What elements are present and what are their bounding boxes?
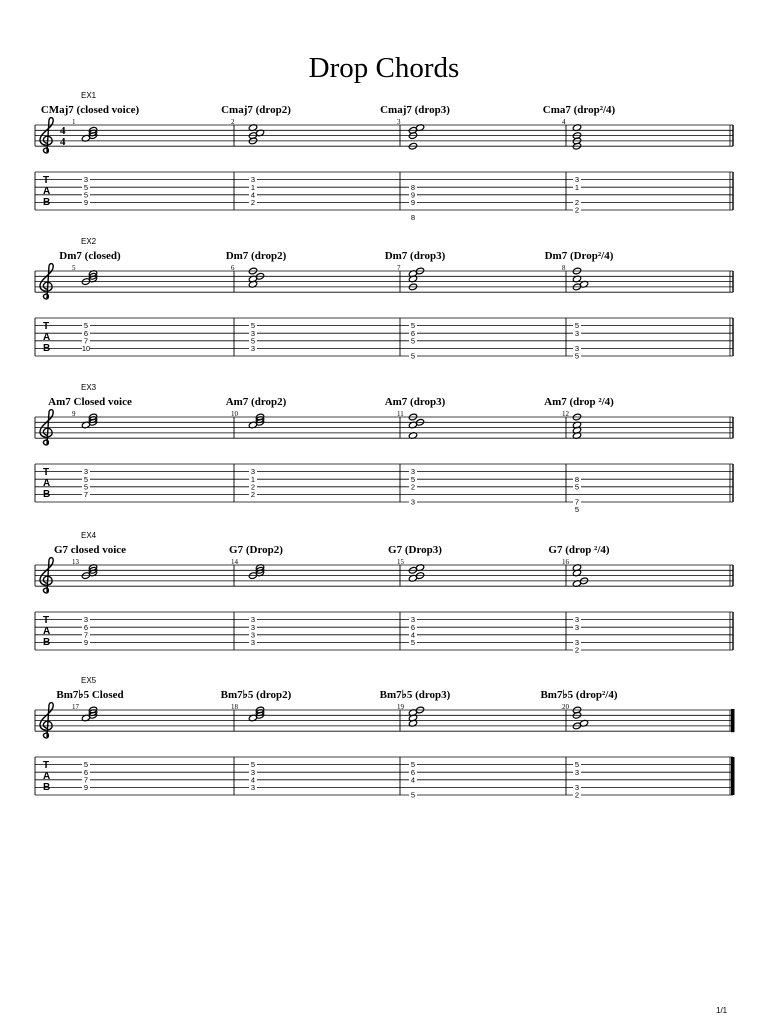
chord-label: CMaj7 (closed voice) — [40, 104, 140, 116]
measure-number: 12 — [562, 410, 569, 418]
measure-number: 2 — [231, 118, 235, 126]
tab-fret-number: 2 — [574, 205, 580, 215]
chord-label: Dm7 (Drop²/4) — [544, 250, 614, 262]
measure-4 — [543, 104, 616, 215]
system-1 — [35, 91, 733, 222]
chord-label: Am7 (drop ²/4) — [544, 396, 614, 408]
tab-fret-number: 5 — [410, 336, 416, 346]
tab-fret-number: 5 — [410, 351, 416, 361]
tab-clef-letter: B — [43, 197, 51, 208]
time-signature-bottom: 4 — [60, 136, 66, 148]
measure-number: 16 — [562, 558, 569, 566]
tab-fret-number: 2 — [250, 490, 256, 499]
measure-5 — [59, 250, 121, 353]
measure-19 — [380, 689, 451, 800]
tab-clef-letter: A — [43, 186, 51, 197]
measure-3 — [380, 104, 450, 222]
chord-label: G7 closed voice — [53, 544, 127, 556]
tab-fret-number: 3 — [250, 615, 256, 625]
chord-label: Dm7 (closed) — [59, 250, 121, 262]
tab-fret-number: 5 — [410, 474, 416, 484]
tab-fret-number: 1 — [574, 182, 580, 192]
tab-fret-number: 6 — [410, 328, 416, 338]
tab-fret-number: 3 — [574, 328, 580, 338]
measure-number: 6 — [231, 264, 235, 272]
tab-fret-number: 9 — [83, 783, 89, 792]
tab-fret-number: 2 — [574, 198, 580, 207]
example-label: EX1 — [81, 91, 97, 100]
tab-fret-number: 5 — [83, 760, 89, 770]
tab-fret-number: 3 — [574, 783, 580, 792]
example-label: EX5 — [81, 676, 97, 685]
measure-20 — [540, 689, 617, 800]
tab-fret-number: 3 — [574, 344, 580, 353]
measure-number: 18 — [231, 703, 238, 711]
chord-label: Dm7 (drop3) — [384, 250, 446, 262]
tab-fret-number: 5 — [574, 760, 580, 770]
measure-7 — [385, 250, 446, 361]
tab-fret-number: 5 — [83, 182, 89, 192]
tab-clef-letter: T — [43, 467, 50, 478]
tab-clef-letter: B — [43, 782, 51, 793]
measure-number: 8 — [562, 264, 566, 272]
measure-number: 9 — [72, 410, 76, 418]
tab-fret-number: 2 — [250, 482, 256, 492]
tab-clef-letter: A — [43, 626, 51, 637]
measure-12 — [544, 396, 614, 514]
tab-fret-number: 9 — [83, 638, 89, 647]
measure-number: 13 — [72, 558, 79, 566]
tab-fret-number: 5 — [574, 351, 580, 361]
tab-clef-letter: T — [43, 615, 50, 626]
measure-1 — [41, 104, 140, 207]
page-number: 1/1 — [716, 1006, 728, 1015]
tab-fret-number: 7 — [83, 336, 89, 346]
tab-clef-letter: B — [43, 637, 51, 648]
tab-fret-number: 3 — [574, 622, 580, 632]
time-signature-top: 4 — [60, 125, 66, 137]
tab-fret-number: 6 — [410, 622, 416, 632]
tab-clef-letter: T — [43, 760, 50, 771]
system-2 — [35, 237, 733, 361]
tab-fret-number: 3 — [250, 622, 256, 632]
tab-clef-letter: A — [43, 478, 51, 489]
measure-number: 3 — [397, 118, 401, 126]
tab-fret-number: 8 — [410, 213, 416, 223]
tab-fret-number: 3 — [83, 615, 89, 625]
tab-fret-number: 10 — [81, 344, 91, 353]
measure-18 — [221, 689, 292, 792]
measure-17 — [56, 689, 123, 792]
tab-fret-number: 4 — [250, 190, 256, 200]
system-3 — [35, 383, 733, 514]
chord-label: G7 (Drop2) — [229, 544, 283, 556]
example-label: EX4 — [81, 531, 97, 540]
measure-14 — [229, 544, 283, 647]
chord-label: Cma7 (drop²/4) — [542, 104, 616, 116]
tab-fret-number: 7 — [83, 630, 89, 640]
page-title: Drop Chords — [308, 52, 460, 84]
measure-11 — [385, 396, 446, 507]
tab-clef-letter: B — [43, 343, 51, 354]
final-tab-barline — [731, 757, 735, 795]
tab-clef-letter: B — [43, 489, 51, 500]
tab-fret-number: 6 — [410, 767, 416, 777]
tab-fret-number: 7 — [83, 775, 89, 785]
tab-fret-number: 3 — [410, 467, 416, 477]
chord-label: Bm7♭5 (drop²/4) — [540, 689, 618, 701]
tab-fret-number: 2 — [410, 482, 416, 492]
tab-fret-number: 8 — [410, 182, 416, 192]
measure-13 — [54, 544, 126, 647]
tab-fret-number: 3 — [574, 638, 580, 647]
tab-fret-number: 5 — [410, 638, 416, 647]
measure-15 — [388, 544, 442, 647]
tab-fret-number: 9 — [83, 198, 89, 207]
measure-16 — [548, 544, 609, 655]
system-4 — [35, 531, 733, 655]
chord-label: Bm7♭5 Closed — [56, 689, 124, 701]
measure-number: 15 — [397, 558, 404, 566]
measure-number: 11 — [397, 410, 404, 418]
measure-number: 10 — [231, 410, 238, 418]
tab-fret-number: 3 — [83, 175, 89, 185]
tab-clef-letter: A — [43, 332, 51, 343]
tab-fret-number: 5 — [83, 482, 89, 492]
system-5 — [35, 676, 735, 800]
tab-fret-number: 4 — [410, 775, 416, 785]
tab-fret-number: 5 — [250, 321, 256, 331]
chord-label: Am7 (drop3) — [384, 396, 446, 408]
tab-clef-letter: A — [43, 771, 51, 782]
tab-fret-number: 3 — [83, 467, 89, 477]
tab-fret-number: 9 — [410, 198, 416, 207]
measure-6 — [226, 250, 287, 353]
tab-fret-number: 9 — [410, 190, 416, 200]
chord-label: G7 (drop ²/4) — [548, 544, 610, 556]
tab-fret-number: 5 — [574, 321, 580, 331]
tab-fret-number: 5 — [410, 760, 416, 770]
tab-fret-number: 3 — [574, 767, 580, 777]
tab-fret-number: 7 — [574, 497, 580, 507]
tab-fret-number: 4 — [410, 630, 416, 640]
tab-fret-number: 3 — [250, 467, 256, 477]
tab-fret-number: 5 — [83, 474, 89, 484]
chord-label: Bm7♭5 (drop3) — [379, 689, 451, 701]
tab-fret-number: 6 — [83, 622, 89, 632]
tab-fret-number: 3 — [410, 497, 416, 507]
example-label: EX3 — [81, 383, 97, 392]
tab-fret-number: 5 — [250, 336, 256, 346]
tab-clef-letter: T — [43, 175, 50, 186]
tab-fret-number: 5 — [83, 190, 89, 200]
tab-fret-number: 2 — [250, 198, 256, 207]
tab-fret-number: 6 — [83, 328, 89, 338]
measure-number: 5 — [72, 264, 76, 272]
chord-label: Cmaj7 (drop2) — [221, 104, 291, 116]
chord-label: Cmaj7 (drop3) — [380, 104, 450, 116]
tab-fret-number: 4 — [250, 775, 256, 785]
final-barline — [731, 709, 735, 732]
chord-label: G7 (Drop3) — [388, 544, 442, 556]
tab-fret-number: 1 — [250, 182, 256, 192]
tab-fret-number: 3 — [250, 328, 256, 338]
tab-fret-number: 3 — [250, 638, 256, 647]
measure-10 — [226, 396, 287, 499]
tab-fret-number: 3 — [574, 615, 580, 625]
tab-fret-number: 3 — [250, 783, 256, 792]
measure-9 — [48, 396, 132, 499]
tab-fret-number: 2 — [574, 645, 580, 655]
example-label: EX2 — [81, 237, 97, 246]
tab-fret-number: 5 — [410, 790, 416, 800]
tab-fret-number: 3 — [250, 767, 256, 777]
tab-fret-number: 3 — [410, 615, 416, 625]
tab-fret-number: 3 — [574, 175, 580, 185]
chord-label: Am7 (drop2) — [225, 396, 287, 408]
measure-number: 19 — [397, 703, 404, 711]
tab-fret-number: 3 — [250, 630, 256, 640]
tab-fret-number: 5 — [574, 505, 580, 515]
chord-label: Bm7♭5 (drop2) — [220, 689, 292, 701]
measure-number: 7 — [397, 264, 401, 272]
tab-fret-number: 5 — [83, 321, 89, 331]
tab-fret-number: 3 — [250, 175, 256, 185]
tab-fret-number: 3 — [250, 344, 256, 353]
tab-fret-number: 5 — [574, 482, 580, 492]
tab-fret-number: 6 — [83, 767, 89, 777]
measure-2 — [221, 104, 291, 207]
measure-number: 14 — [231, 558, 238, 566]
chord-label: Dm7 (drop2) — [225, 250, 287, 262]
tab-fret-number: 1 — [250, 474, 256, 484]
measure-number: 4 — [562, 118, 566, 126]
measure-number: 20 — [562, 703, 569, 711]
measure-number: 1 — [72, 118, 76, 126]
chord-label: Am7 Closed voice — [48, 396, 132, 408]
tab-fret-number: 7 — [83, 490, 89, 499]
tab-fret-number: 2 — [574, 790, 580, 800]
tab-fret-number: 5 — [410, 321, 416, 331]
measure-number: 17 — [72, 703, 79, 711]
tab-fret-number: 5 — [250, 760, 256, 770]
measure-8 — [545, 250, 614, 361]
tab-clef-letter: T — [43, 321, 50, 332]
tab-fret-number: 8 — [574, 474, 580, 484]
